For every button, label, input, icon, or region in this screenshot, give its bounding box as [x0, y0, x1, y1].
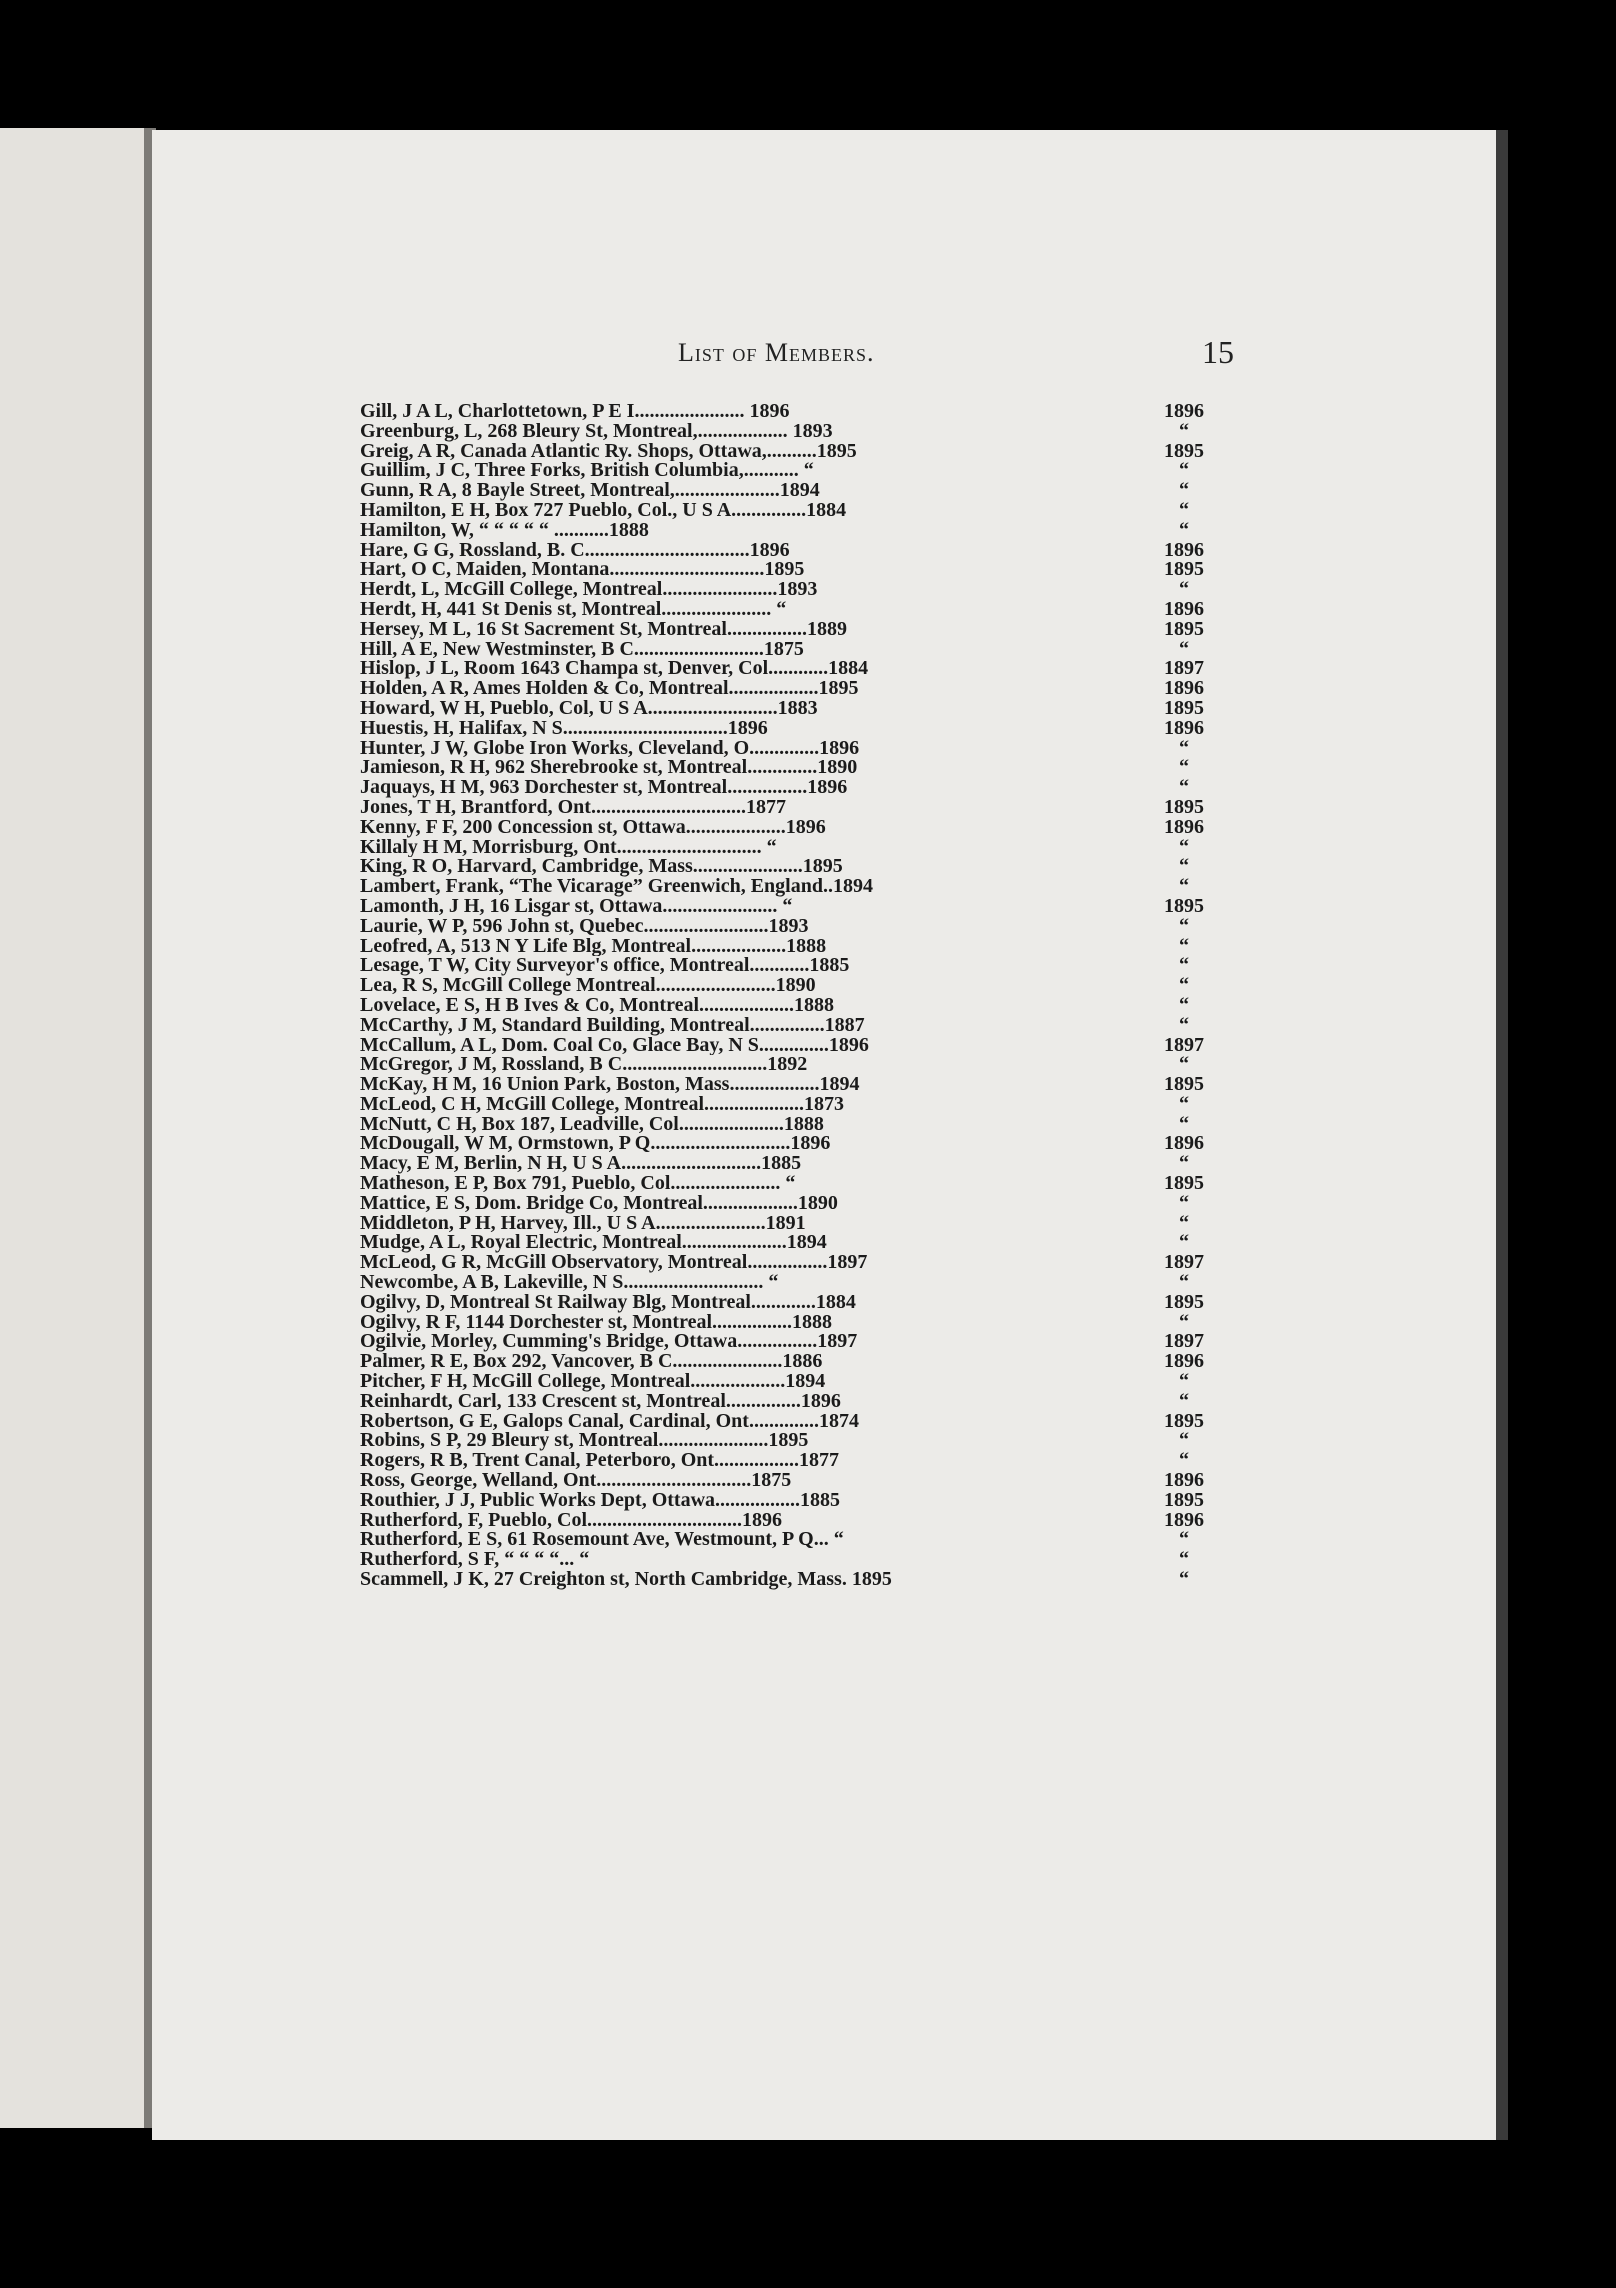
member-row	[360, 736, 1240, 759]
member-year: “	[1179, 776, 1189, 799]
member-entry: Gunn, R A, 8 Bayle Street, Montreal,.....................1894	[360, 481, 820, 501]
member-entry: Pitcher, F H, McGill College, Montreal...................1894	[360, 1372, 826, 1392]
member-row	[360, 597, 1240, 620]
member-year: “	[1179, 1231, 1189, 1254]
member-year: “	[1179, 1568, 1189, 1591]
member-row	[360, 1092, 1240, 1115]
member-row	[360, 1075, 1240, 1095]
member-row	[360, 538, 1240, 561]
member-year: 1895	[1164, 795, 1204, 818]
member-row	[360, 914, 1240, 937]
member-entry: McDougall, W M, Ormstown, P Q............................1896	[360, 1134, 831, 1155]
member-year: “	[1179, 578, 1189, 601]
member-entry: Jaquays, H M, 963 Dorchester st, Montreal................1896	[360, 778, 848, 798]
member-entry: Leofred, A, 513 N Y Life Blg, Montreal...................1888	[360, 936, 827, 957]
member-row	[360, 1332, 1240, 1352]
member-entry: Routhier, J J, Public Works Dept, Ottawa.................1885	[360, 1490, 841, 1511]
member-year: 1896	[1164, 677, 1204, 700]
member-row	[360, 1253, 1240, 1273]
member-entry: McGregor, J M, Rossland, B C.............................1892	[360, 1055, 808, 1076]
member-year: “	[1179, 1013, 1189, 1036]
member-entry: McKay, H M, 16 Union Park, Boston, Mass..................1894	[360, 1075, 860, 1095]
member-entry: Hare, G G, Rossland, B. C.................................1896	[360, 540, 790, 561]
member-entry: Hislop, J L, Room 1643 Champa st, Denver, Col............1884	[360, 659, 869, 680]
page-number: 15	[1202, 334, 1234, 370]
member-row	[360, 617, 1240, 640]
member-entry: Howard, W H, Pueblo, Col, U S A..........................1883	[360, 698, 818, 719]
member-year: “	[1179, 756, 1189, 779]
member-row	[360, 956, 1240, 976]
member-year: 1895	[1164, 1073, 1204, 1096]
member-year: “	[1179, 459, 1189, 482]
member-entry: Lovelace, E S, H B Ives & Co, Montreal...................1888	[360, 995, 835, 1016]
member-row	[360, 1372, 1240, 1392]
member-entry: McCallum, A L, Dom. Coal Co, Glace Bay, N S..............1896	[360, 1035, 869, 1056]
member-entry: Lamonth, J H, 16 Lisgar st, Ottawa....................... “	[360, 896, 793, 917]
member-entry: Greig, A R, Canada Atlantic Ry. Shops, Ottawa,..........1895	[360, 441, 857, 462]
member-year: 1895	[1164, 894, 1204, 917]
member-year: 1895	[1164, 1409, 1204, 1432]
member-year: 1895	[1164, 439, 1204, 462]
member-entry: Holden, A R, Ames Holden & Co, Montreal..................1895	[360, 679, 859, 699]
member-year: 1897	[1164, 657, 1204, 680]
member-entry: Hamilton, E H, Box 727 Pueblo, Col., U S A...............1884	[360, 500, 847, 521]
member-row	[360, 795, 1240, 818]
member-year: 1895	[1164, 696, 1204, 719]
member-row	[360, 758, 1240, 778]
member-entry: Gill, J A L, Charlottetown, P E I...................... 1896	[360, 402, 790, 422]
member-entry: Matheson, E P, Box 791, Pueblo, Col...................... “	[360, 1174, 796, 1194]
member-entry: Guillim, J C, Three Forks, British Columbia,........... “	[360, 461, 814, 482]
member-year: “	[1179, 518, 1189, 541]
member-entry: Rutherford, E S, 61 Rosemount Ave, Westmount, P Q... “	[360, 1530, 844, 1551]
member-year: 1896	[1164, 400, 1204, 422]
member-year: “	[1179, 498, 1189, 521]
member-entry: Hart, O C, Maiden, Montana...............................1895	[360, 560, 805, 581]
member-row	[360, 1530, 1240, 1550]
member-row	[360, 439, 1240, 462]
member-entry: McCarthy, J M, Standard Building, Montreal...............1887	[360, 1015, 865, 1036]
member-year: “	[1179, 1449, 1189, 1472]
member-year: “	[1179, 1092, 1189, 1115]
member-year: 1896	[1164, 1350, 1204, 1373]
member-row	[360, 580, 1240, 600]
member-year: “	[1179, 1152, 1189, 1175]
member-entry: Herdt, L, McGill College, Montreal.......................1893	[360, 580, 818, 600]
member-year: “	[1179, 1548, 1189, 1571]
member-row	[360, 894, 1240, 917]
member-row	[360, 1055, 1240, 1075]
member-year: “	[1179, 736, 1189, 759]
member-entry: Hunter, J W, Globe Iron Works, Cleveland, O..............1896	[360, 738, 860, 759]
member-row	[360, 1191, 1240, 1214]
member-entry: Middleton, P H, Harvey, Ill., U S A......................1891	[360, 1213, 806, 1234]
member-row	[360, 419, 1240, 442]
member-year: 1897	[1164, 1033, 1204, 1056]
member-entry: McLeod, G R, McGill Observatory, Montreal................1897	[360, 1253, 868, 1274]
member-row	[360, 696, 1240, 719]
member-year: 1896	[1164, 1508, 1204, 1531]
member-entry: Huestis, H, Halifax, N S.................................1896	[360, 718, 768, 739]
member-year: 1895	[1164, 617, 1204, 640]
member-entry: Macy, E M, Berlin, N H, U S A............................1885	[360, 1154, 802, 1175]
member-row	[360, 481, 1240, 501]
member-row	[360, 1352, 1240, 1372]
member-year: “	[1179, 1191, 1189, 1214]
member-entry: Robertson, G E, Galops Canal, Cardinal, Ont..............1874	[360, 1411, 859, 1432]
member-row	[360, 815, 1240, 838]
member-row	[360, 659, 1240, 679]
member-row	[360, 1134, 1240, 1154]
member-year: “	[1179, 855, 1189, 878]
member-row	[360, 679, 1240, 699]
member-entry: Ogilvie, Morley, Cumming's Bridge, Ottawa................1897	[360, 1332, 858, 1353]
member-entry: Ogilvy, R F, 1144 Dorchester st, Montreal................1888	[360, 1312, 833, 1333]
member-row	[360, 1471, 1240, 1491]
member-row	[360, 1290, 1240, 1313]
member-row	[360, 560, 1240, 580]
member-row	[360, 402, 1240, 422]
member-row	[360, 498, 1240, 521]
member-row	[360, 1310, 1240, 1333]
member-year: 1895	[1164, 1290, 1204, 1313]
member-year: “	[1179, 419, 1189, 442]
member-entry: Rogers, R B, Trent Canal, Peterboro, Ont.................1877	[360, 1451, 840, 1472]
member-entry: Rutherford, F, Pueblo, Col...............................1896	[360, 1510, 783, 1531]
member-row	[360, 637, 1240, 660]
member-year: “	[1179, 1370, 1189, 1393]
member-entry: Ogilvy, D, Montreal St Railway Blg, Montreal.............1884	[360, 1292, 856, 1313]
member-entry: Mudge, A L, Royal Electric, Montreal.....................1894	[360, 1233, 827, 1254]
member-year: “	[1179, 1310, 1189, 1333]
member-year: “	[1179, 1053, 1189, 1076]
member-row	[360, 1409, 1240, 1432]
member-entry: Herdt, H, 441 St Denis st, Montreal...................... “	[360, 599, 787, 620]
member-year: “	[1179, 1271, 1189, 1294]
member-entry: McNutt, C H, Box 187, Leadville, Col.....................1888	[360, 1114, 824, 1135]
member-row	[360, 1174, 1240, 1194]
member-year: 1895	[1164, 1488, 1204, 1511]
member-year: 1896	[1164, 1132, 1204, 1155]
member-entry: Robins, S P, 29 Bleury st, Montreal......................1895	[360, 1431, 809, 1452]
member-row	[360, 857, 1240, 877]
running-head: List of Members.	[678, 338, 875, 367]
member-year: “	[1179, 479, 1189, 502]
member-entry: Lea, R S, McGill College Montreal........................1890	[360, 976, 816, 996]
member-entry: Jamieson, R H, 962 Sherebrooke st, Montreal..............1890	[360, 758, 858, 779]
member-row	[360, 518, 1240, 541]
member-row	[360, 934, 1240, 957]
member-row	[360, 1431, 1240, 1451]
member-row	[360, 1273, 1240, 1293]
member-entry: Jones, T H, Brantford, Ont...............................1877	[360, 797, 786, 818]
member-row	[360, 778, 1240, 798]
member-row	[360, 1550, 1240, 1570]
member-year: “	[1179, 875, 1189, 898]
member-entry: Laurie, W P, 596 John st, Quebec.........................1893	[360, 916, 809, 937]
member-row	[360, 1033, 1240, 1056]
member-row	[360, 1570, 1240, 1590]
member-entry: Hill, A E, New Westminster, B C..........................1875	[360, 639, 804, 660]
member-year: “	[1179, 1112, 1189, 1135]
member-row	[360, 716, 1240, 739]
member-entry: McLeod, C H, McGill College, Montreal....................1873	[360, 1094, 844, 1115]
member-row	[360, 1013, 1240, 1036]
member-year: 1897	[1164, 1330, 1204, 1353]
member-year: “	[1179, 1528, 1189, 1551]
member-row	[360, 1488, 1240, 1511]
member-year: 1895	[1164, 1172, 1204, 1195]
member-row	[360, 835, 1240, 858]
member-row	[360, 1508, 1240, 1531]
member-year: 1896	[1164, 815, 1204, 838]
member-entry: Lambert, Frank, “The Vicarage” Greenwich, England..1894	[360, 877, 873, 897]
member-entry: Reinhardt, Carl, 133 Crescent st, Montreal...............1896	[360, 1391, 841, 1412]
member-year: “	[1179, 974, 1189, 997]
member-year: “	[1179, 1429, 1189, 1452]
member-year: 1896	[1164, 597, 1204, 620]
member-year: 1895	[1164, 558, 1204, 581]
member-year: “	[1179, 1389, 1189, 1412]
member-entry: Kenny, F F, 200 Concession st, Ottawa....................1896	[360, 817, 826, 838]
member-row	[360, 976, 1240, 996]
member-row	[360, 993, 1240, 1016]
facing-page-edge	[0, 128, 148, 2128]
member-entry: Greenburg, L, 268 Bleury St, Montreal,.................. 1893	[360, 421, 833, 442]
member-row	[360, 1211, 1240, 1234]
member-entry: Hamilton, W, “ “ “ “ “ ...........1888	[360, 520, 649, 541]
member-row	[360, 1389, 1240, 1412]
page-edge-shadow	[1496, 130, 1508, 2140]
member-entry: Lesage, T W, City Surveyor's office, Montreal............1885	[360, 956, 850, 977]
member-year: “	[1179, 637, 1189, 660]
member-year: “	[1179, 934, 1189, 957]
member-entry: Rutherford, S F, “ “ “ “... “	[360, 1550, 590, 1571]
member-year: “	[1179, 914, 1189, 937]
member-year: 1897	[1164, 1251, 1204, 1274]
member-row	[360, 1154, 1240, 1174]
member-year: 1896	[1164, 1469, 1204, 1492]
member-year: “	[1179, 835, 1189, 858]
member-entry: Mattice, E S, Dom. Bridge Co, Montreal...................1890	[360, 1193, 838, 1214]
member-row	[360, 461, 1240, 481]
member-year: “	[1179, 993, 1189, 1016]
member-entry: Ross, George, Welland, Ont...............................1875	[360, 1471, 792, 1491]
member-row	[360, 1233, 1240, 1253]
member-entry: Palmer, R E, Box 292, Vancover, B C......................1886	[360, 1352, 823, 1373]
page-header	[356, 334, 1242, 378]
member-row	[360, 877, 1240, 897]
member-entry: Killaly H M, Morrisburg, Ont............................. “	[360, 837, 777, 858]
member-year: 1896	[1164, 538, 1204, 561]
member-entry: Newcombe, A B, Lakeville, N S............................ “	[360, 1273, 779, 1293]
member-entry: Hersey, M L, 16 St Sacrement St, Montreal................1889	[360, 619, 847, 640]
member-list	[360, 402, 1240, 1590]
member-row	[360, 1451, 1240, 1471]
member-year: “	[1179, 1211, 1189, 1234]
member-row	[360, 1112, 1240, 1135]
member-year: “	[1179, 954, 1189, 977]
member-entry: Scammell, J K, 27 Creighton st, North Cambridge, Mass. 1895	[360, 1570, 892, 1590]
member-year: 1896	[1164, 716, 1204, 739]
member-entry: King, R O, Harvard, Cambridge, Mass......................1895	[360, 857, 843, 878]
